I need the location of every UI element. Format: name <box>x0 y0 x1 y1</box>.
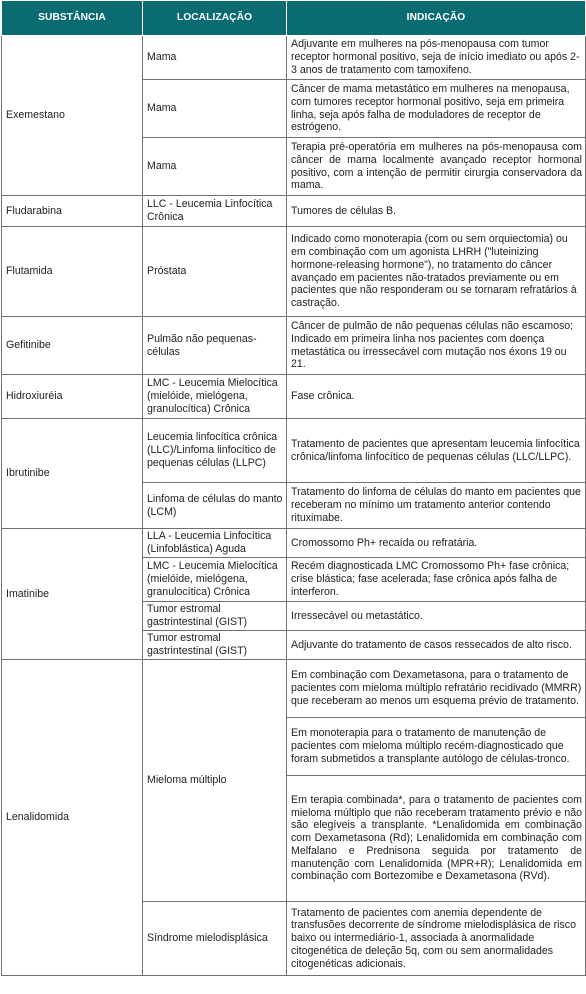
table-row <box>2 375 586 419</box>
indications-table <box>1 0 586 976</box>
location-cell: Mama <box>143 36 287 80</box>
substance-cell: Flutamida <box>2 227 143 317</box>
table-row <box>2 317 586 375</box>
location-cell: LLA - Leucemia Linfocítica (Linfoblástica) Aguda <box>143 529 287 558</box>
table-row <box>2 419 586 483</box>
indication-cell: Adjuvante do tratamento de casos ressecados de alto risco. <box>287 631 586 660</box>
indication-cell: Tratamento do linfoma de células do manto em pacientes que receberam no mínimo um tratamento anterior contendo rituximabe. <box>287 483 586 529</box>
indication-cell: Recém diagnosticada LMC Cromossomo Ph+ fase crônica; crise blástica; fase acelerada; fase crônica após falha de interferon. <box>287 558 586 602</box>
indication-cell: Tratamento de pacientes que apresentam leucemia linfocítica crônica/linfoma linfocítico de pequenas células (LLC/LLPC). <box>287 419 586 483</box>
location-cell: LLC - Leucemia Linfocítica Crônica <box>143 196 287 227</box>
location-cell: Mama <box>143 138 287 196</box>
header-row <box>2 1 586 36</box>
table-row <box>2 529 586 558</box>
substance-cell: Lenalidomida <box>2 660 143 976</box>
location-cell: Mieloma múltiplo <box>143 660 287 902</box>
table-row <box>2 196 586 227</box>
table-row <box>2 227 586 317</box>
indication-cell: Em combinação com Dexametasona, para o tratamento de pacientes com mieloma múltiplo refratário recidivado (MMRR) que receberam ao menos um esquema prévio de tratamento. <box>287 660 586 718</box>
location-cell: Próstata <box>143 227 287 317</box>
location-cell: Tumor estromal gastrintestinal (GIST) <box>143 602 287 631</box>
substance-cell: Gefitinibe <box>2 317 143 375</box>
indication-cell: Em monoterapia para o tratamento de manutenção de pacientes com mieloma múltiplo recém-diagnosticado que foram submetidos a transplante autólogo de células-tronco. <box>287 718 586 776</box>
location-cell: Tumor estromal gastrintestinal (GIST) <box>143 631 287 660</box>
indication-cell: Fase crônica. <box>287 375 586 419</box>
indication-cell: Adjuvante em mulheres na pós-menopausa com tumor receptor hormonal positivo, seja de início imediato ou após 2-3 anos de tratamento com tamoxifeno. <box>287 36 586 80</box>
indication-cell: Cromossomo Ph+ recaída ou refratária. <box>287 529 586 558</box>
indication-cell: Câncer de mama metastático em mulheres na menopausa, com tumores receptor hormonal positivo, seja em primeira linha, seja após falha de moduladores de receptor de estrógeno. <box>287 80 586 138</box>
location-cell: Pulmão não pequenas-células <box>143 317 287 375</box>
location-cell: Linfoma de células do manto (LCM) <box>143 483 287 529</box>
indication-cell: Irressecável ou metastático. <box>287 602 586 631</box>
substance-cell: Fludarabina <box>2 196 143 227</box>
indication-cell: Câncer de pulmão de não pequenas células não escamoso; Indicado em primeira linha nos pacientes com doença metastática ou irressecável com mutação nos éxons 19 ou 21. <box>287 317 586 375</box>
table-row <box>2 660 586 718</box>
indication-cell: Indicado como monoterapia (com ou sem orquiectomia) ou em combinação com um agonista LHRH ("luteinizing hormone-releasing hormone"), no tratamento do câncer avançado em pacientes não-tratados previamente ou em pacientes que não responderam ou se tornaram refratários à castração. <box>287 227 586 317</box>
substance-cell: Hidroxiuréia <box>2 375 143 419</box>
header-location: LOCALIZAÇÃO <box>143 1 287 36</box>
indication-cell: Tratamento de pacientes com anemia dependente de transfusões decorrente de síndrome mielodisplásica de risco baixo ou intermediário-1, associada à anormalidade citogenética de deleção 5q, com ou sem anormalidades citogenéticas adicionais. <box>287 902 586 976</box>
header-substance: SUBSTÂNCIA <box>2 1 143 36</box>
indication-cell: Tumores de células B. <box>287 196 586 227</box>
indication-cell: Terapia pré-operatória em mulheres na pós-menopausa com câncer de mama localmente avançado receptor hormonal positivo, com a intenção de permitir cirurgia conservadora da mama. <box>287 138 586 196</box>
location-cell: Síndrome mielodisplásica <box>143 902 287 976</box>
substance-cell: Exemestano <box>2 36 143 196</box>
header-indication: INDICAÇÃO <box>287 1 586 36</box>
location-cell: LMC - Leucemia Mielocítica (mielóide, mielógena, granulocítica) Crônica <box>143 558 287 602</box>
indication-cell: Em terapia combinada*, para o tratamento de pacientes com mieloma múltiplo que não receberam tratamento prévio e não são elegíveis a transplante. *Lenalidomida em combinação com Dexametasona (Rd); Lenalidomida em combinação com Melfalano e Prednisona seguida por tratamento de manutenção com Lenalidomida (MPR+R); Lenalidomida em combinação com Bortezomibe e Dexametasona (RVd). <box>287 776 586 902</box>
substance-cell: Ibrutinibe <box>2 419 143 529</box>
table-row <box>2 36 586 80</box>
location-cell: Mama <box>143 80 287 138</box>
substance-cell: Imatinibe <box>2 529 143 660</box>
location-cell: LMC - Leucemia Mielocítica (mielóide, mielógena, granulocítica) Crônica <box>143 375 287 419</box>
location-cell: Leucemia linfocítica crônica (LLC)/Linfoma linfocítico de pequenas células (LLPC) <box>143 419 287 483</box>
